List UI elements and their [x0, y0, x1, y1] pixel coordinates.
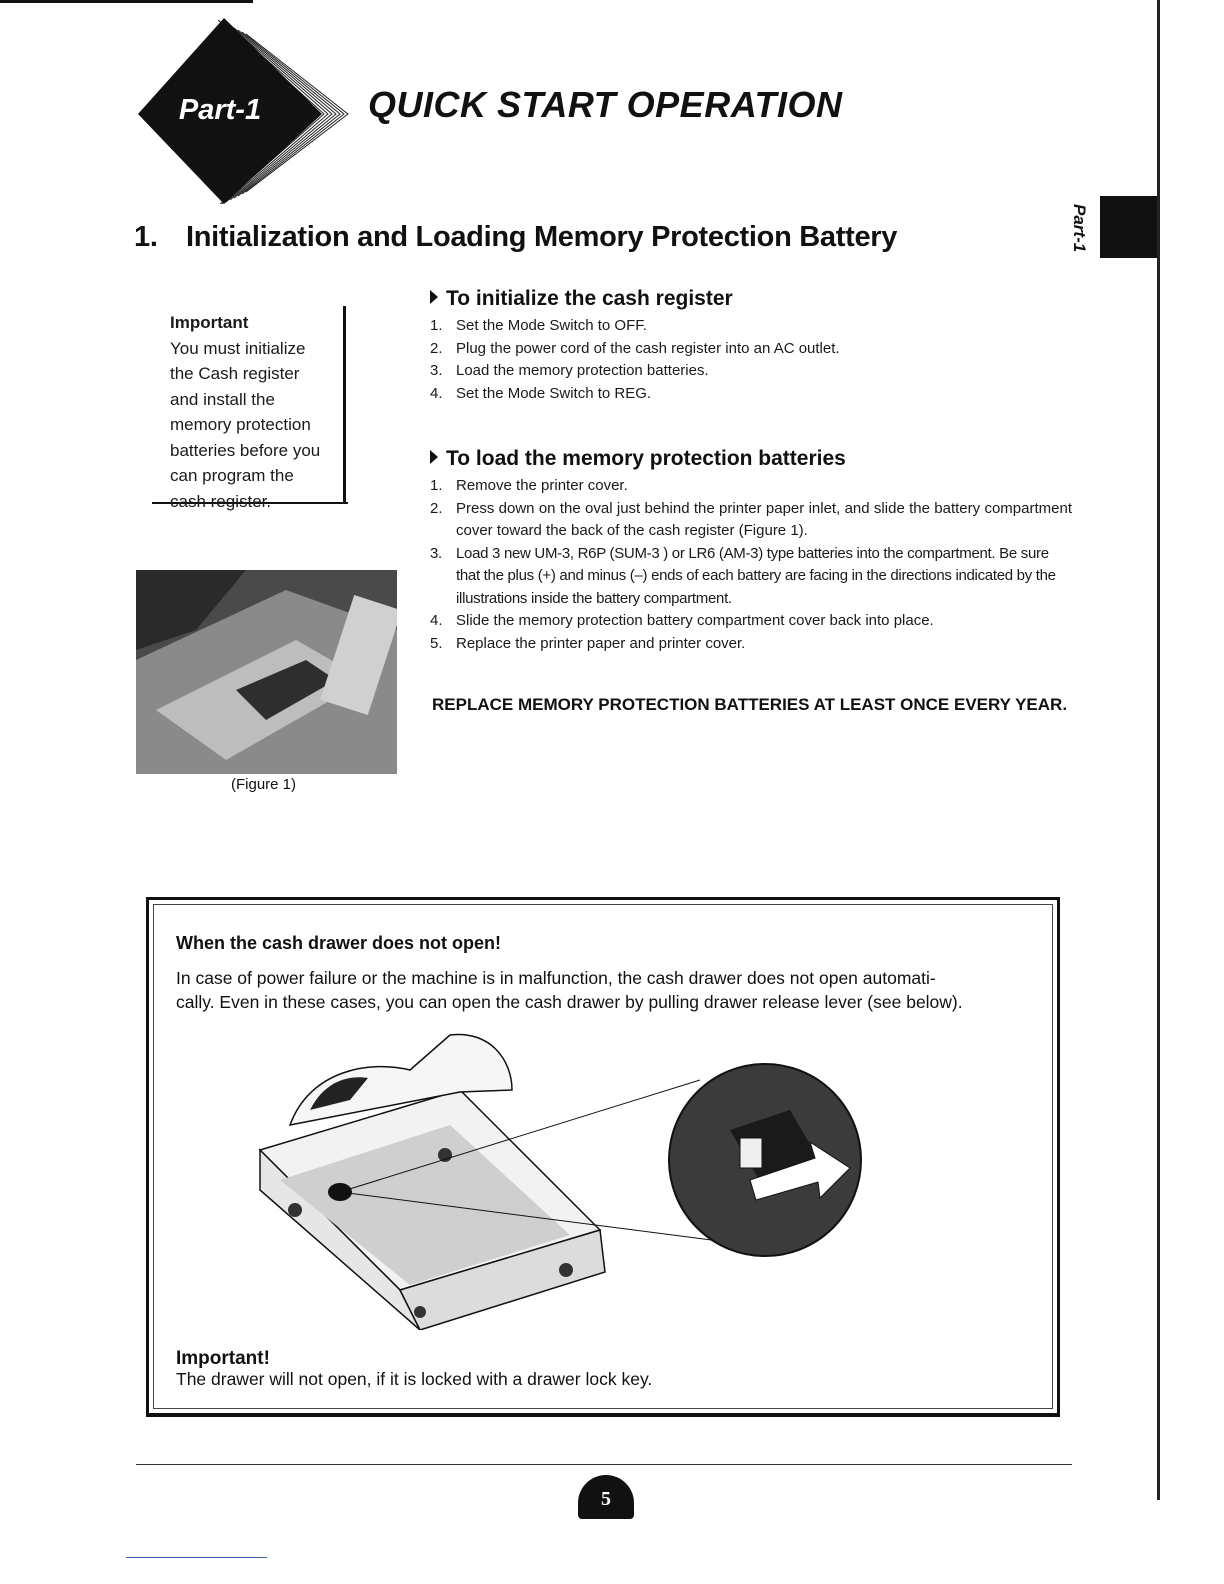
step-text: Plug the power cord of the cash register into an AC outlet.	[456, 339, 840, 357]
load-batteries-heading	[430, 447, 1072, 471]
drawer-important-title: Important!	[176, 1348, 270, 1369]
footer-link-rule	[126, 1557, 267, 1558]
bullet-triangle-icon	[430, 450, 438, 464]
step-number: 4.	[430, 384, 443, 402]
initialize-steps	[430, 315, 1070, 405]
foot	[288, 1203, 302, 1217]
list-item	[430, 338, 1070, 361]
step-text: Press down on the oval just behind the printer paper inlet, and slide the battery compartment cover toward the back of the cash register (Figure 1).	[456, 499, 1072, 539]
important-note-line: memory protection	[170, 415, 311, 434]
section-title: Initialization and Loading Memory Protection Battery	[186, 221, 898, 253]
page-title: QUICK START OPERATION	[368, 84, 843, 125]
drawer-release-illustration	[250, 1030, 890, 1330]
important-note-line: the Cash register	[170, 364, 300, 383]
page-number: 5	[578, 1475, 634, 1519]
bullet-triangle-icon	[430, 290, 438, 304]
important-note	[140, 290, 368, 526]
lever	[740, 1138, 762, 1168]
foot	[559, 1263, 573, 1277]
list-item	[430, 383, 1070, 406]
important-note-text	[170, 310, 345, 514]
load-batteries-heading-text: To load the memory protection batteries	[446, 447, 846, 470]
side-tab-label: Part-1	[1070, 203, 1089, 253]
list-item	[430, 498, 1072, 543]
foot	[414, 1306, 426, 1318]
load-batteries-steps	[430, 475, 1072, 655]
step-text: Replace the printer paper and printer cover.	[456, 634, 746, 652]
battery-warning: REPLACE MEMORY PROTECTION BATTERIES AT LEAST ONCE EVERY YEAR.	[432, 695, 1068, 714]
important-note-line: cash register.	[170, 491, 272, 511]
list-item	[430, 543, 1072, 611]
section-heading	[134, 221, 897, 254]
step-text: Load 3 new UM-3, R6P (SUM-3 ) or LR6 (AM-3) type batteries into the compartment. Be sure that the plus (+) and minus (–) ends of each battery are facing in the directions indicated by the illustrations inside the battery compartment.	[456, 544, 1056, 607]
step-number: 1.	[430, 477, 443, 494]
step-number: 3.	[430, 362, 443, 379]
step-text: Load the memory protection batteries.	[456, 362, 709, 379]
right-edge-rule	[1157, 0, 1160, 1500]
part-label: Part-1	[178, 94, 262, 126]
figure-1-illustration	[136, 570, 397, 774]
step-number: 2.	[430, 499, 443, 517]
drawer-box-text-line: In case of power failure or the machine is in malfunction, the cash drawer does not open automati-	[176, 968, 936, 988]
initialize-section	[430, 287, 1070, 405]
top-edge-rule	[0, 0, 253, 3]
step-number: 5.	[430, 634, 443, 652]
initialize-heading-text: To initialize the cash register	[446, 287, 733, 310]
important-note-line: You must initialize	[170, 338, 306, 358]
important-note-line: batteries before you	[170, 440, 321, 460]
drawer-box-text	[176, 966, 1036, 1014]
drawer-box-title: When the cash drawer does not open!	[176, 933, 502, 953]
initialize-heading	[430, 287, 1070, 311]
list-item	[430, 475, 1072, 498]
step-number: 1.	[430, 317, 443, 334]
important-note-title: Important	[170, 313, 249, 332]
list-item	[430, 633, 1072, 656]
load-batteries-section	[430, 447, 1072, 655]
step-text: Remove the printer cover.	[456, 477, 628, 494]
section-number: 1.	[134, 221, 158, 253]
drawer-box-text-line: cally. Even in these cases, you can open the cash drawer by pulling drawer release lever (see below).	[176, 992, 963, 1012]
step-number: 4.	[430, 612, 443, 629]
list-item	[430, 360, 1070, 383]
step-text: Set the Mode Switch to OFF.	[456, 317, 647, 334]
step-text: Set the Mode Switch to REG.	[456, 384, 652, 402]
foot	[438, 1148, 452, 1162]
step-number: 2.	[430, 339, 443, 357]
step-number: 3.	[430, 544, 442, 562]
important-note-line: can program the	[170, 466, 294, 485]
list-item	[430, 610, 1072, 633]
drawer-important-text: The drawer will not open, if it is locked with a drawer lock key.	[176, 1369, 653, 1389]
figure-caption: (Figure 1)	[230, 776, 297, 793]
step-text: Slide the memory protection battery compartment cover back into place.	[456, 612, 934, 629]
footer-rule	[136, 1464, 1072, 1465]
part-tab-marker	[1100, 196, 1157, 258]
important-note-line: and install the	[170, 389, 275, 409]
list-item	[430, 315, 1070, 338]
figure-1-photo	[136, 570, 397, 774]
